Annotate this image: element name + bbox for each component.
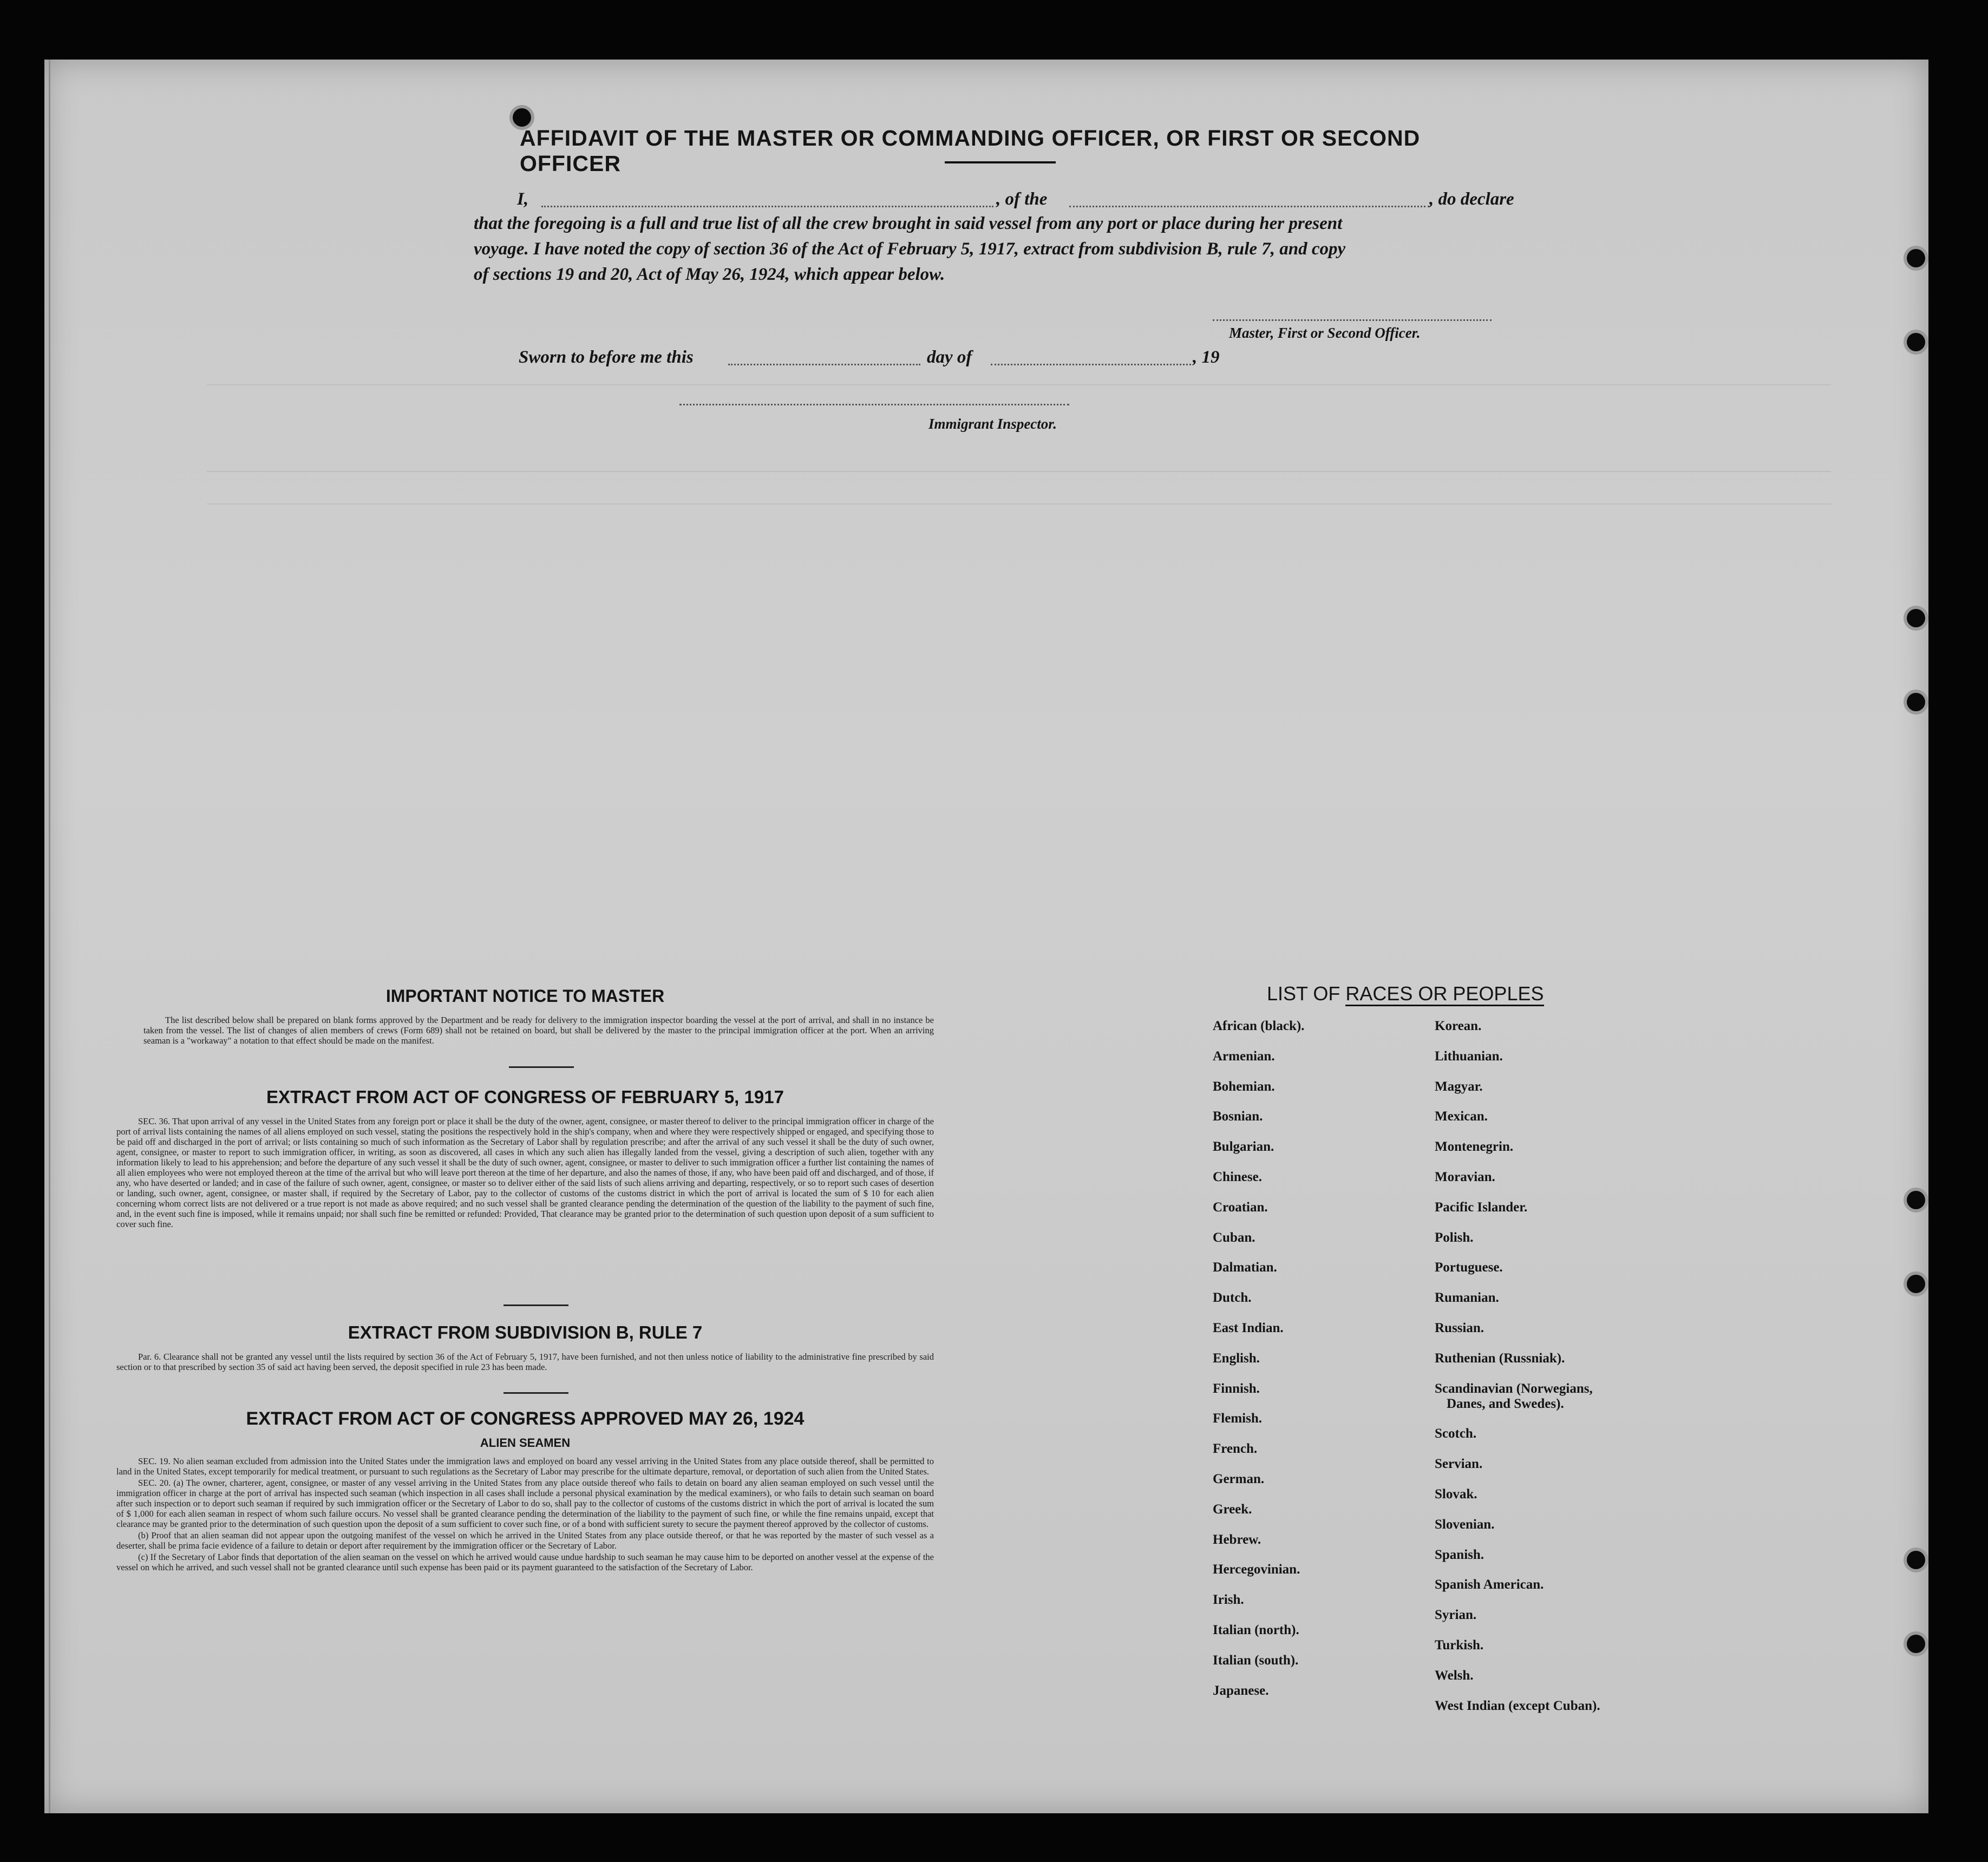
race-item: Irish. <box>1213 1592 1244 1608</box>
punch-hole <box>1907 693 1925 711</box>
race-item: West Indian (except Cuban). <box>1435 1698 1600 1713</box>
day-of-text: day of <box>927 348 972 367</box>
race-item: Slovenian. <box>1435 1517 1495 1532</box>
race-item: Pacific Islander. <box>1435 1199 1528 1215</box>
race-item: Italian (north). <box>1213 1622 1299 1637</box>
affidavit-of-the: , of the <box>996 189 1048 209</box>
rule-7-paragraph: Par. 6. Clearance shall not be granted any vessel until the lists required by section 36 of the Act of February 5, 1917, have been furnished, and not then unless notice of liability to the administrative fine prescribed by said section or to that prescribed by section 35 of said act having been served, the deposit specified in rule 23 has been made. <box>116 1352 934 1372</box>
race-item: Servian. <box>1435 1457 1483 1472</box>
bleed-through-rule <box>207 471 1831 472</box>
title-rule <box>945 161 1056 163</box>
bleed-through-rule <box>207 384 1831 385</box>
race-item: Turkish. <box>1435 1637 1484 1653</box>
races-list-right <box>1435 1019 1600 1728</box>
vessel-field-line[interactable] <box>1069 206 1429 207</box>
affidavit-line-3: voyage. I have noted the copy of section 36 of the Act of February 5, 1917, extract from subdivision B, rule 7, and copy <box>474 239 1346 259</box>
race-item: Welsh. <box>1435 1668 1474 1683</box>
race-item: Syrian. <box>1435 1608 1477 1623</box>
act-1924-text <box>116 1456 934 1573</box>
act-1924-section-20b: (b) Proof that an alien seaman did not appear upon the outgoing manifest of the vessel on which he arrived in the United States from any place outside thereof, or that he was reported by the master of such vessel as a deserter, shall be prima facie evidence of a failure to detain or deport after requirement by the immigration officer or the Secretary of Labor. <box>116 1530 934 1551</box>
punch-hole <box>1907 1635 1925 1653</box>
act-1924-section-19: SEC. 19. No alien seaman excluded from admission into the United States under the immigration laws and employed on board any vessel arriving in the United States from any place outside thereof, shall be permitted to land in the United States, except temporarily for medical treatment, or pursuant to such regulations as the Secretary of Labor may prescribe for the ultimate departure, removal, or deportation of such alien from the United States. <box>116 1456 934 1477</box>
race-item: Korean. <box>1435 1019 1482 1033</box>
races-heading <box>1267 982 1544 1005</box>
punch-hole <box>1907 1275 1925 1293</box>
races-heading-prefix: LIST OF <box>1267 982 1346 1005</box>
race-item: Croatian. <box>1213 1199 1268 1215</box>
race-item: Dutch. <box>1213 1290 1252 1306</box>
races-heading-underlined: RACES OR PEOPLES <box>1345 982 1544 1006</box>
punch-hole <box>1907 333 1925 351</box>
race-item: Armenian. <box>1213 1048 1275 1064</box>
master-label: Master, First or Second Officer. <box>1229 325 1421 341</box>
sworn-text: Sworn to before me this <box>519 348 694 367</box>
race-item: Rumanian. <box>1435 1290 1499 1306</box>
race-item: Danes, and Swedes). <box>1447 1396 1564 1411</box>
punch-hole <box>1907 249 1925 267</box>
rule-7-text <box>116 1352 934 1373</box>
race-item: Greek. <box>1213 1502 1252 1517</box>
race-item: Bosnian. <box>1213 1109 1263 1124</box>
race-item: Portuguese. <box>1435 1260 1503 1275</box>
race-item: Hebrew. <box>1213 1532 1261 1547</box>
inspector-signature-line[interactable] <box>679 404 1069 405</box>
punch-hole <box>513 108 531 127</box>
race-item: Ruthenian (Russniak). <box>1435 1350 1565 1366</box>
sworn-day-line[interactable] <box>728 364 920 365</box>
bleed-through-rule <box>207 503 1831 504</box>
act-1917-text <box>116 1116 934 1230</box>
margin-line <box>49 60 50 1813</box>
race-item: Finnish. <box>1213 1381 1260 1396</box>
act-1924-heading: EXTRACT FROM ACT OF CONGRESS APPROVED MAY 26, 1924 <box>246 1408 805 1429</box>
race-item: Cuban. <box>1213 1230 1255 1245</box>
act-1924-section-20a: SEC. 20. (a) The owner, charterer, agent, consignee, or master of any vessel arriving in the United States from any place outside thereof who fails to detain on board any alien seaman employed on such vessel until the immigration officer in charge at the port of arrival has inspected such seaman (which inspection in all cases shall include a personal physical examination by the medical examiners), or who fails to detain such seaman on board after such inspection or to deport such seaman if required by such immigration officer or the Secretary of Labor to do so, shall pay to the collector of customs of the customs district in which the port of arrival is located the sum of $ 1,000 for each alien seaman in respect of whom such failure occurs. No vessel shall be granted clearance pending the determination of the liability to the payment of such fine, or while the fine remains unpaid, except that clearance may be granted prior to the determination of such question upon the deposit of a sum sufficient to cover such fine, or of a bond with sufficient surety to secure the payment thereof approved by the collector of customs. <box>116 1478 934 1529</box>
race-item: Bulgarian. <box>1213 1139 1274 1155</box>
race-item: Hercegovinian. <box>1213 1562 1300 1577</box>
act-1924-section-20c: (c) If the Secretary of Labor finds that deportation of the alien seaman on the vessel on which he arrived would cause undue hardship to such seaman he may cause him to be deported on another vessel at the expense of the vessel on which he arrived, and such vessel shall not be granted clearance until such expense has been paid or its payment guaranteed to the satisfaction of the Secretary of Labor. <box>116 1552 934 1572</box>
race-item: Japanese. <box>1213 1683 1269 1698</box>
section-rule <box>503 1304 568 1306</box>
inspector-label: Immigrant Inspector. <box>928 416 1057 432</box>
race-item: Spanish. <box>1435 1547 1485 1562</box>
rule-7-heading: EXTRACT FROM SUBDIVISION B, RULE 7 <box>348 1322 703 1342</box>
race-item: Scandinavian (Norwegians, <box>1435 1381 1593 1396</box>
punch-hole <box>1907 609 1925 627</box>
race-item: French. <box>1213 1441 1258 1457</box>
race-item: German. <box>1213 1471 1265 1486</box>
race-item: Scotch. <box>1435 1426 1477 1441</box>
race-item: East Indian. <box>1213 1320 1284 1335</box>
section-rule <box>503 1392 568 1394</box>
punch-hole <box>1907 1551 1925 1569</box>
race-item: Moravian. <box>1435 1169 1495 1184</box>
affidavit-i: I, <box>517 189 529 209</box>
race-item: Chinese. <box>1213 1169 1262 1184</box>
race-item: Russian. <box>1435 1320 1485 1335</box>
master-signature-line[interactable] <box>1213 319 1492 321</box>
race-item: Magyar. <box>1435 1079 1483 1094</box>
race-item: Montenegrin. <box>1435 1139 1514 1155</box>
race-item: Italian (south). <box>1213 1653 1299 1668</box>
affidavit-line-4: of sections 19 and 20, Act of May 26, 1924, which appear below. <box>474 265 945 284</box>
section-rule <box>509 1066 574 1068</box>
affidavit-do-declare: , do declare <box>1429 189 1514 209</box>
act-1917-section-36: SEC. 36. That upon arrival of any vessel in the United States from any foreign port or place it shall be the duty of the owner, agent, consignee, or master thereof to deliver to the principal immigration officer in charge of the port of arrival lists containing the names of all aliens employed on such vessel, stating the positions the respectively hold in the ship's company, when and where they were respectively shipped or engaged, and specifying those to be paid off and discharged in the port of arrival; or lists containing so much of such information as the Secretary of Labor shall by regulation prescribe; and after the arrival of any such vessel it shall be the duty of such owner, agent, consignee, or master to report to such immigration officer, in writing, as soon as discovered, all cases in which any such alien has illegally landed from the vessel, giving a description of such alien, together with any information likely to lead to his apprehension; and before the departure of any such vessel it shall be the duty of such owner, agent, consignee, or master to deliver to such immigration officer a further list containing the names of all alien employees who were not employed thereon at the time of the arrival but who will leave port thereon at the time of her departure, and also the names of those, if any, who have been paid off and discharged, and of those, if any, who have deserted or landed; and in case of the failure of such owner, agent, consignee, or master so to deliver either of the said lists of such aliens arriving and departing, respectively, or so to report such cases of desertion or landing, such owner, agent, consignee, or master shall, if required by the Secretary of Labor, pay to the collector of customs of the customs district in which the port of arrival is located the sum of $ 10 for each alien concerning whom correct lists are not delivered or a true report is not made as above required; and no such vessel shall be granted clearance pending the determination of the question of the liability to the payment of such fine, and, in the event such fine is imposed, while it remains unpaid; nor shall such fine be remitted or refunded: Provided, That clearance may be granted prior to the determination of such question upon deposit of a sum sufficient to cover such fine. <box>116 1116 934 1229</box>
sworn-month-line[interactable] <box>991 364 1191 365</box>
notice-text <box>143 1015 934 1047</box>
races-list-left <box>1213 1019 1304 1713</box>
race-item: Slovak. <box>1435 1486 1477 1502</box>
race-item: Dalmatian. <box>1213 1260 1277 1275</box>
notice-paragraph: The list described below shall be prepared on blank forms approved by the Department and be ready for delivery to the immigration inspector boarding the vessel at the port of arrival, and shall in no instance be taken from the vessel. The list of changes of alien members of crews (Form 689) shall not be retained on board, but shall be delivered by the master to the principal immigration officer at the port. When an arriving seaman is a "workaway" a notation to that effect should be made on the manifest. <box>143 1015 934 1046</box>
race-item: Mexican. <box>1435 1109 1488 1124</box>
act-1917-heading: EXTRACT FROM ACT OF CONGRESS OF FEBRUARY 5, 1917 <box>266 1087 784 1107</box>
year-text: , 19 <box>1193 348 1220 367</box>
punch-hole <box>1907 1191 1925 1209</box>
race-item: Lithuanian. <box>1435 1048 1503 1064</box>
race-item: Bohemian. <box>1213 1079 1275 1094</box>
race-item: Spanish American. <box>1435 1577 1544 1592</box>
race-item: African (black). <box>1213 1019 1305 1033</box>
affidavit-line-2: that the foregoing is a full and true list of all the crew brought in said vessel from any port or place during her present <box>474 214 1343 233</box>
race-item: Flemish. <box>1213 1411 1262 1426</box>
race-item: English. <box>1213 1350 1260 1366</box>
affidavit-title: AFFIDAVIT OF THE MASTER OR COMMANDING OFFICER, OR FIRST OR SECOND OFFICER <box>520 126 1421 176</box>
notice-heading: IMPORTANT NOTICE TO MASTER <box>385 986 665 1006</box>
alien-seamen-subheading: ALIEN SEAMEN <box>480 1436 571 1450</box>
name-field-line[interactable] <box>541 206 993 207</box>
race-item: Polish. <box>1435 1230 1474 1245</box>
